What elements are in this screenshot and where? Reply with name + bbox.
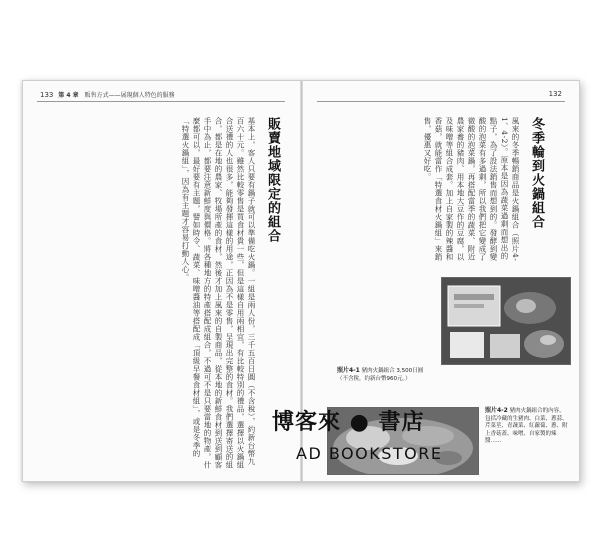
bookstore-watermark-logo: 博客來 ● 書店 — [272, 410, 425, 435]
photo-4-1-caption-text: 豬肉火鍋組合 3,500日圓（不含稅，約新台幣960元。） — [337, 368, 424, 382]
left-running-header — [37, 90, 175, 99]
right-running-header — [546, 90, 565, 98]
photo-4-2-caption — [485, 407, 569, 446]
photo-4-1-caption — [337, 367, 433, 383]
bookstore-watermark-text: AD BOOKSTORE — [296, 444, 443, 463]
left-header-rule — [37, 101, 285, 102]
photo-4-2-caption-text: 豬肉火鍋組合的內容，包括冷藏的生豬肉、白菜、蔥蒜、芹菜莖、青蔬菜、紅蘿蔔、蔥、附上香菇蓋、味噌、自家製的辣醬…… — [485, 408, 568, 444]
left-body-text: 基本上，客人只要有鍋子就可以準備吃火鍋。一組是兩人份，三千五百日圓（不含稅），約新台幣九百六十元。雖然比較零售是買食材貴一些，但是這樣自用兩相宜，有比較特別的禮品，選擇以火鍋組合送禮的人也很多，能夠發揮這樣的用途，正因為不是零售，呈現出完整的食材。我們選擇寄送的組合，都是在地的農家、牧場所產的食材，然後才加上風來的自製商品，從本地的新鮮食材到送到顧客手中為止，都要注意新鮮度與價格。將各種地方的特產搭配成組合，不過可不是只要當地的物產，什麼都可以，最好要有主題，譬如時令、蔬菜、味噌醬油等搭配成「頂級早餐食材組」，或是冬季的「特選火鍋組」，因為有主題才容易打動人心。 — [181, 117, 256, 469]
right-section-heading: 冬季輪到火鍋組合 — [529, 117, 544, 229]
right-body-text: 風來的冬季暢銷商品是火鍋組合（照片4-1、4-2）。原本是因為蔬菜過剩而想出的點子，為了設法銷售而想到的。發酵到變酸的泡菜有多過剩，所以我們把它變成了微酸的泡菜鍋，再搭配當季的蔬菜、附近農家養的豬肉、用本地大豆作的豆腐，以及味噌等組合成套。加上自家製的辣醬和香菇，就能當作「特選食材火鍋組」來銷售，優惠又好吃。 — [423, 117, 520, 262]
right-header-rule — [317, 101, 565, 102]
right-page-number: 132 — [548, 90, 562, 98]
left-section-heading: 販賣地域限定的組合 — [265, 117, 280, 243]
photo-4-2-label: 照片4-2 — [485, 407, 508, 414]
hotpot-set-illustration — [442, 278, 570, 364]
photo-4-1 — [441, 277, 571, 365]
left-page-number: 133 — [40, 91, 54, 99]
chapter-label: 第 4 章 — [58, 92, 79, 99]
chapter-title: 販售方式——展現個人特色的服務 — [84, 92, 175, 99]
photo-4-1-label: 照片4-1 — [337, 367, 360, 374]
